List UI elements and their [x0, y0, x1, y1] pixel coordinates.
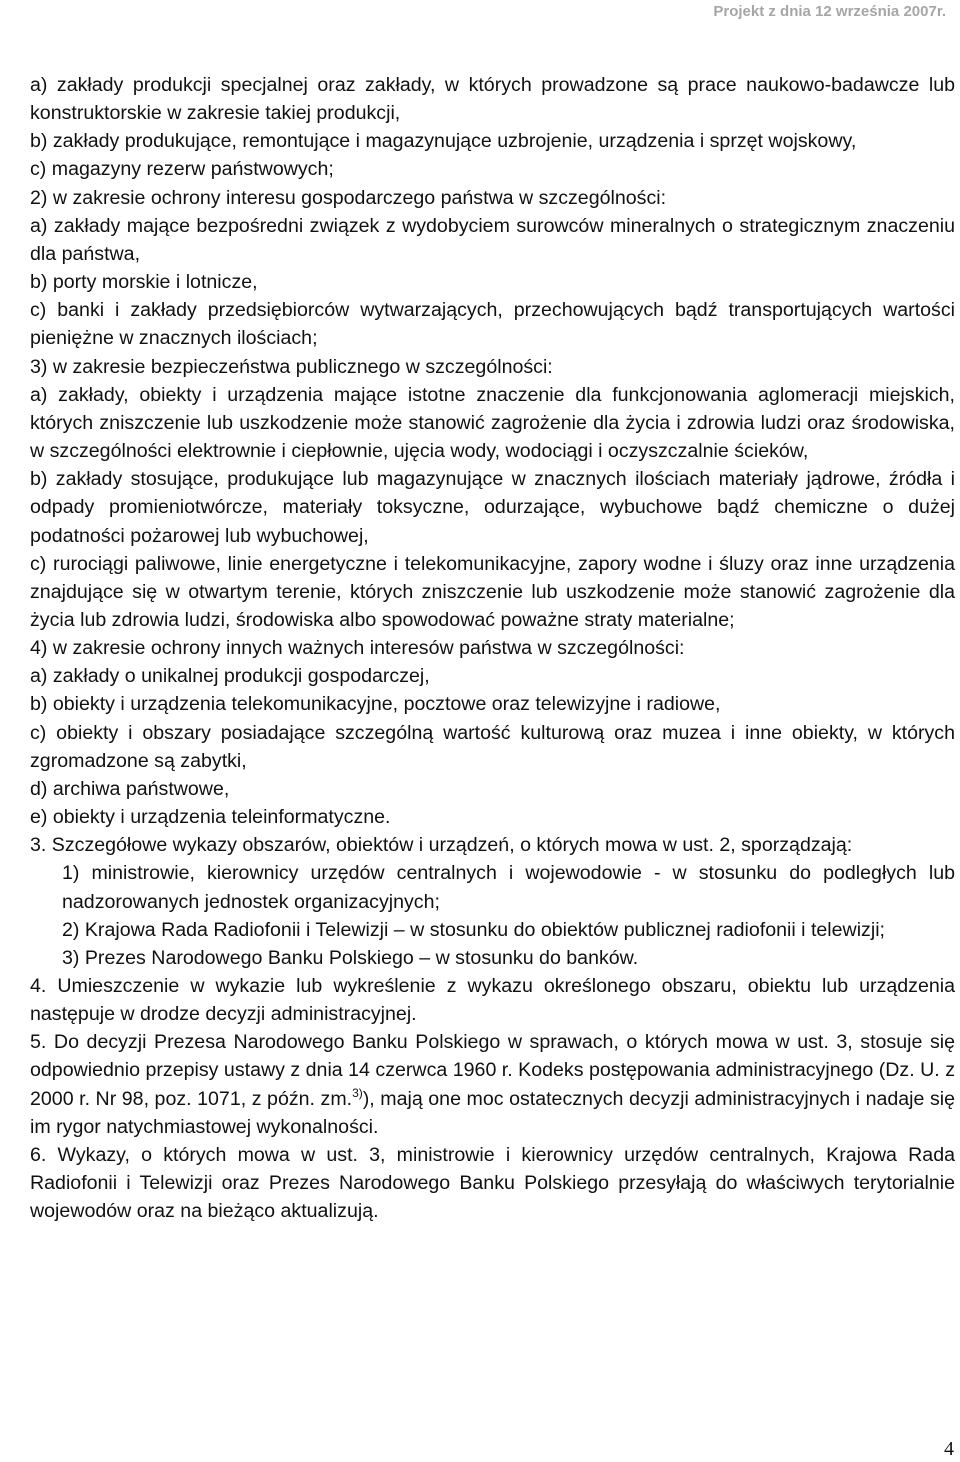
item-2c: c) banki i zakłady przedsiębiorców wytwarzających, przechowujących bądź transportujących wartości pieniężne w znacznych ilościach; — [30, 299, 955, 350]
item-4b: b) obiekty i urządzenia telekomunikacyjne, pocztowe oraz telewizyjne i radiowe, — [30, 693, 721, 716]
paragraph-3-item-1: 1) ministrowie, kierownicy urzędów centralnych i wojewodowie - w stosunku do podległych lub nadzorowanych jednostek organizacyjnych; — [62, 862, 955, 913]
paragraph-5 — [30, 1028, 955, 1141]
paragraph-3-item-3: 3) Prezes Narodowego Banku Polskiego – w stosunku do banków. — [62, 946, 639, 969]
paragraph-3: 3. Szczegółowe wykazy obszarów, obiektów i urządzeń, o których mowa w ust. 2, sporządzają: — [30, 834, 853, 857]
item-3b: b) zakłady stosujące, produkujące lub magazynujące w znacznych ilościach materiały jądrowe, źródła i odpady promieniotwórcze, materiały toksyczne, odurzające, wybuchowe bądź chemiczne o dużej podatności pożarowej lub wybuchowej, — [30, 468, 955, 547]
paragraph-3-item-2: 2) Krajowa Rada Radiofonii i Telewizji – w stosunku do obiektów publicznej radiofonii i telewizji; — [62, 918, 885, 941]
item-3: 3) w zakresie bezpieczeństwa publicznego w szczególności: — [30, 355, 553, 378]
paragraph-5-text-end: ), mają one moc ostatecznych decyzji administracyjnych i nadaje się im rygor natychmiastowej wykonalności. — [30, 1087, 955, 1138]
paragraph-6: 6. Wykazy, o których mowa w ust. 3, ministrowie i kierownicy urzędów centralnych, Krajowa Rada Radiofonii i Telewizji oraz Prezes Narodowego Banku Polskiego przesyłają do właściwych terytorialnie wojewodów oraz na bieżąco aktualizują. — [30, 1143, 955, 1223]
item-4c: c) obiekty i obszary posiadające szczególną wartość kulturową oraz muzea i inne obiekty, w których zgromadzone są zabytki, — [30, 721, 955, 772]
paragraph-5-text: 5. Do decyzji Prezesa Narodowego Banku Polskiego w sprawach, o których mowa w ust. 3, stosuje się odpowiednio przepisy ustawy z dnia 14 czerwca 1960 r. Kodeks postępowania administracyjnego (Dz. U. z 2000 r. Nr 98, poz. 1071, z późn. zm. — [30, 1031, 955, 1110]
document-body — [30, 71, 955, 1225]
item-3c: c) rurociągi paliwowe, linie energetyczne i telekomunikacyjne, zapory wodne i śluzy oraz inne urządzenia znajdujące się w otwartym terenie, których zniszczenie lub uszkodzenie może stanowić zagrożenie dla życia lub zdrowia ludzi, środowiska albo spowodować poważne straty materialne; — [30, 552, 955, 631]
item-2b: b) porty morskie i lotnicze, — [30, 271, 258, 294]
item-1c: c) magazyny rezerw państwowych; — [30, 158, 334, 181]
paragraph-4: 4. Umieszczenie w wykazie lub wykreślenie z wykazu określonego obszaru, obiektu lub urządzenia następuje w drodze decyzji administracyjnej. — [30, 975, 955, 1026]
item-4e: e) obiekty i urządzenia teleinformatyczne. — [30, 806, 391, 829]
item-2a: a) zakłady mające bezpośredni związek z wydobyciem surowców mineralnych o strategicznym znaczeniu dla państwa, — [30, 214, 955, 265]
item-4d: d) archiwa państwowe, — [30, 777, 230, 800]
footnote-marker: 3) — [352, 1085, 363, 1100]
item-1b: b) zakłady produkujące, remontujące i magazynujące uzbrojenie, urządzenia i sprzęt wojskowy, — [30, 130, 857, 153]
item-3a: a) zakłady, obiekty i urządzenia mające istotne znaczenie dla funkcjonowania aglomeracji miejskich, których zniszczenie lub uszkodzenie może stanowić zagrożenie dla życia i zdrowia ludzi oraz środowiska, w szczególności elektrownie i ciepłownie, ujęcia wody, wodociągi i oczyszczalnie ścieków, — [30, 383, 955, 463]
page-header: Projekt z dnia 12 września 2007r. — [713, 3, 946, 20]
item-1a: a) zakłady produkcji specjalnej oraz zakłady, w których prowadzone są prace naukowo-badawcze lub konstruktorskie w zakresie takiej produkcji, — [30, 74, 955, 125]
item-4a: a) zakłady o unikalnej produkcji gospodarczej, — [30, 665, 430, 688]
page-number: 4 — [944, 1438, 954, 1460]
item-4: 4) w zakresie ochrony innych ważnych interesów państwa w szczególności: — [30, 637, 685, 660]
item-2: 2) w zakresie ochrony interesu gospodarczego państwa w szczególności: — [30, 186, 667, 209]
